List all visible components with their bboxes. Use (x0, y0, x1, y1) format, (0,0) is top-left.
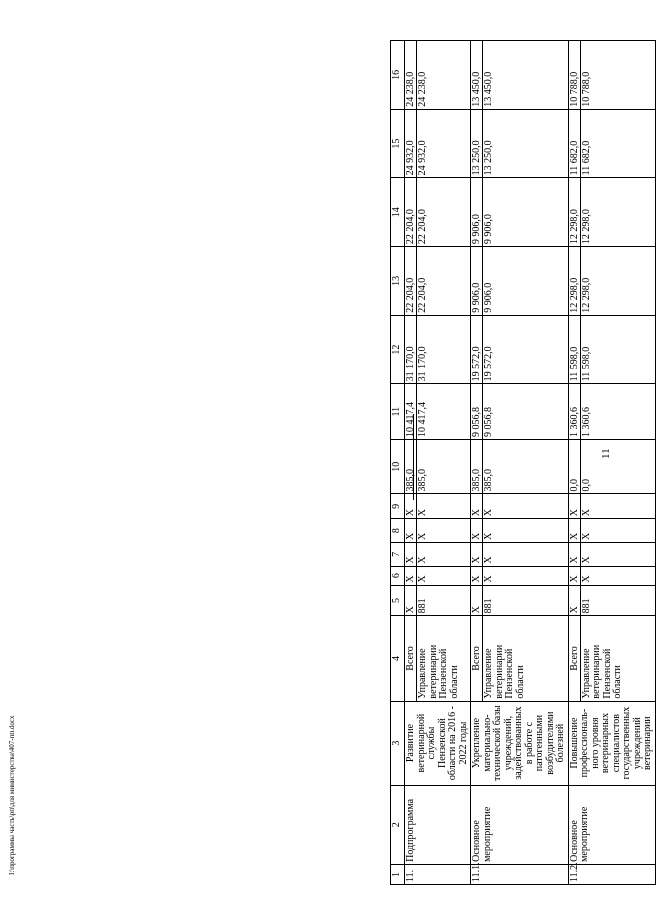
value-total: 11 598,0 (569, 316, 581, 384)
table-body (391, 41, 656, 885)
column-number-cell: 1 (391, 864, 405, 884)
value-executor: 13 450,0 (483, 71, 494, 107)
cell-executor (471, 616, 569, 701)
value-total: 385,0 (471, 440, 483, 493)
value-executor: 22 204,0 (417, 277, 428, 313)
value-executor: X (483, 575, 494, 583)
cell-value-c6 (471, 566, 569, 585)
value-executor: 24 932,0 (417, 140, 428, 176)
value-total: 12 298,0 (569, 247, 581, 315)
value-executor: 12 298,0 (580, 209, 592, 245)
table-row (471, 41, 569, 885)
value-total: 9 906,0 (471, 247, 483, 315)
value-executor: 12 298,0 (580, 277, 592, 313)
value-total: 11 682,0 (569, 110, 581, 178)
cell-num: 11. (405, 864, 471, 884)
page-number: 11 (600, 448, 612, 459)
value-executor: 13 250,0 (483, 140, 494, 176)
cell-type: Основное мероприятие (568, 785, 655, 864)
column-number-cell: 10 (391, 440, 405, 494)
value-executor: 10 417,4 (417, 402, 428, 438)
column-number-cell: 14 (391, 178, 405, 247)
value-executor: 11 682,0 (580, 140, 592, 176)
column-number-cell: 12 (391, 315, 405, 384)
value-total: 12 298,0 (569, 178, 581, 246)
value-executor: 881 (483, 598, 494, 614)
value-executor: 10 788,0 (580, 71, 592, 107)
value-total: X (405, 567, 417, 585)
value-total: X (569, 494, 581, 518)
cell-executor (405, 616, 471, 701)
column-number-cell: 8 (391, 519, 405, 543)
cell-value-c6 (405, 566, 471, 585)
column-number-cell: 11 (391, 384, 405, 440)
executor-total: Всего (569, 616, 581, 700)
column-number-cell: 5 (391, 585, 405, 616)
value-executor: X (417, 575, 428, 583)
cell-value-c9 (405, 494, 471, 519)
executor-org: Управление ветеринарии Пензенской области (483, 644, 526, 699)
cell-type: Основное мероприятие (471, 785, 569, 864)
column-number-cell: 2 (391, 785, 405, 864)
cell-value-c15 (471, 109, 569, 178)
column-number-cell: 6 (391, 566, 405, 585)
value-executor: X (417, 509, 428, 517)
value-total: X (471, 519, 483, 542)
cell-value-c13 (405, 247, 471, 316)
cell-value-c14 (471, 178, 569, 247)
cell-value-c6 (568, 566, 655, 585)
value-total: 22 204,0 (405, 247, 417, 315)
cell-name: Укрепление материально-технической базы учреждений, задействованных в работе с патогенными возбудителями болезней (471, 701, 569, 785)
value-executor: 9 056,8 (483, 407, 494, 438)
value-executor: X (580, 575, 592, 583)
value-executor: 9 906,0 (483, 282, 494, 313)
cell-value-c7 (405, 542, 471, 566)
cell-value-c13 (471, 247, 569, 316)
value-total: 10 417,4 (405, 384, 417, 439)
value-total: X (471, 543, 483, 566)
value-total: X (405, 543, 417, 566)
value-executor: 385,0 (417, 468, 428, 492)
cell-value-c12 (568, 315, 655, 384)
value-executor: X (483, 532, 494, 540)
cell-value-c14 (405, 178, 471, 247)
value-total: X (405, 519, 417, 542)
cell-value-c11 (568, 384, 655, 440)
cell-value-c8 (405, 519, 471, 543)
value-total: X (405, 586, 417, 616)
cell-value-c5 (568, 585, 655, 616)
cell-value-c15 (405, 109, 471, 178)
value-total: X (569, 519, 581, 542)
value-executor: X (580, 509, 592, 517)
cell-value-c11 (405, 384, 471, 440)
value-total: 385,0 (405, 440, 417, 493)
value-total: 22 204,0 (405, 178, 417, 246)
cell-value-c11 (471, 384, 569, 440)
table-row (568, 41, 655, 885)
cell-value-c10 (568, 440, 655, 494)
cell-num: 11.2. (568, 864, 655, 884)
value-total: X (471, 494, 483, 518)
value-total: 1 360,6 (569, 384, 581, 439)
executor-org: Управление ветеринарии Пензенской области (580, 644, 623, 699)
value-executor: 881 (417, 598, 428, 614)
value-executor: X (417, 556, 428, 564)
cell-value-c16 (568, 41, 655, 110)
value-executor: 11 598,0 (580, 346, 592, 382)
value-executor: X (483, 556, 494, 564)
footer-file-path: I:\программы часть\рп\для министерства\407-пп.docx (8, 715, 16, 875)
value-executor: 1 360,6 (580, 407, 592, 438)
cell-value-c5 (405, 585, 471, 616)
cell-type: Подпрограмма (405, 785, 471, 864)
cell-value-c16 (405, 41, 471, 110)
value-executor: 19 572,0 (483, 346, 494, 382)
executor-total: Всего (471, 616, 483, 700)
cell-value-c5 (471, 585, 569, 616)
value-total: 10 788,0 (569, 41, 581, 109)
cell-value-c8 (568, 519, 655, 543)
value-total: 31 170,0 (405, 316, 417, 384)
cell-value-c12 (471, 315, 569, 384)
cell-value-c10 (471, 440, 569, 494)
value-total: X (569, 586, 581, 616)
value-executor: 385,0 (483, 468, 494, 492)
cell-name: Повышение профессиональ-ного уровня ветеринарных специалистов государственных учреждений ветеринарии (568, 701, 655, 785)
value-executor: 22 204,0 (417, 209, 428, 245)
table-row (405, 41, 471, 885)
cell-value-c7 (471, 542, 569, 566)
cell-value-c15 (568, 109, 655, 178)
cell-num: 11.1. (471, 864, 569, 884)
executor-total: Всего (405, 616, 417, 700)
column-number-row (391, 41, 405, 885)
cell-value-c13 (568, 247, 655, 316)
cell-executor (568, 616, 655, 701)
value-executor: 0,0 (580, 478, 592, 492)
cell-value-c10 (405, 440, 471, 494)
executor-org: Управление ветеринарии Пензенской области (417, 644, 460, 699)
value-total: X (471, 586, 483, 616)
value-total: 9 906,0 (471, 178, 483, 246)
column-number-cell: 16 (391, 41, 405, 110)
cell-value-c8 (471, 519, 569, 543)
value-total: 19 572,0 (471, 316, 483, 384)
column-number-cell: 13 (391, 247, 405, 316)
column-number-cell: 15 (391, 109, 405, 178)
value-executor: X (580, 556, 592, 564)
value-executor: X (580, 532, 592, 540)
value-total: X (405, 494, 417, 518)
value-total: X (569, 543, 581, 566)
value-total: 24 238,0 (405, 41, 417, 109)
value-executor: X (417, 532, 428, 540)
value-total: 24 932,0 (405, 110, 417, 178)
value-executor: 9 906,0 (483, 214, 494, 245)
column-number-cell: 4 (391, 616, 405, 701)
cell-value-c16 (471, 41, 569, 110)
value-executor: 881 (580, 598, 592, 614)
value-total: 13 250,0 (471, 110, 483, 178)
value-executor: X (483, 509, 494, 517)
cell-value-c9 (568, 494, 655, 519)
value-total: 0,0 (569, 440, 581, 493)
cell-name: Развитие ветеринарной службы Пензенской области на 2016 - 2022 годы (405, 701, 471, 785)
cell-value-c9 (471, 494, 569, 519)
value-total: X (569, 567, 581, 585)
column-number-cell: 9 (391, 494, 405, 519)
cell-value-c12 (405, 315, 471, 384)
cell-value-c14 (568, 178, 655, 247)
value-total: X (471, 567, 483, 585)
column-number-cell: 3 (391, 701, 405, 785)
value-total: 9 056,8 (471, 384, 483, 439)
value-total: 13 450,0 (471, 41, 483, 109)
column-number-cell: 7 (391, 542, 405, 566)
cell-value-c7 (568, 542, 655, 566)
program-funding-table (390, 40, 656, 885)
value-executor: 31 170,0 (417, 346, 428, 382)
value-executor: 24 238,0 (417, 71, 428, 107)
